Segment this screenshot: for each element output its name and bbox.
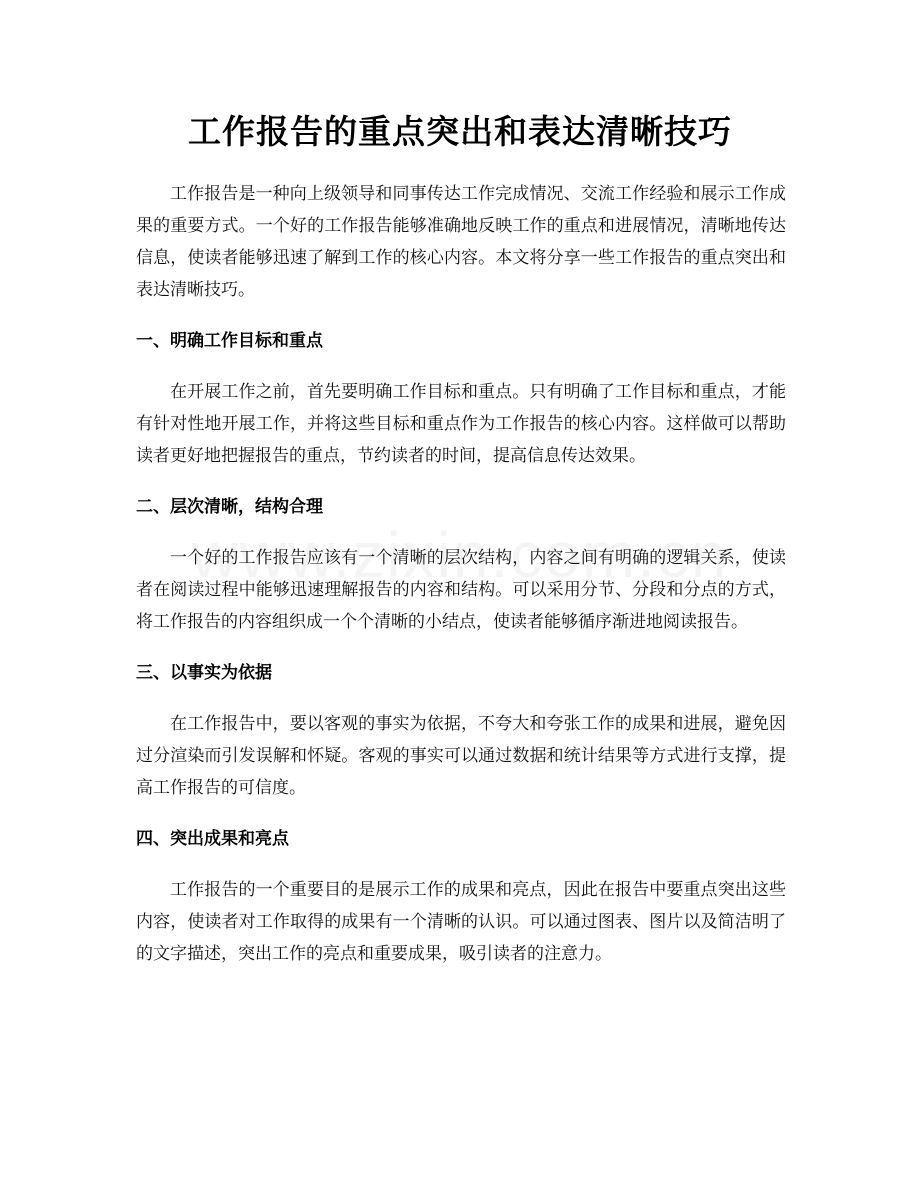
spacer (136, 306, 786, 325)
document-body (136, 178, 786, 970)
section-heading-4: 四、突出成果和亮点 (136, 829, 289, 849)
spacer (136, 638, 786, 657)
intro-paragraph: 工作报告是一种向上级领导和同事传达工作完成情况、交流工作经验和展示工作成果的重要方式。一个好的工作报告能够准确地反映工作的重点和进展情况，清晰地传达信息，使读者能够迅速了解到工作的核心内容。本文将分享一些工作报告的重点突出和表达清晰技巧。 (136, 184, 786, 300)
spacer (136, 689, 786, 708)
section-paragraph-1: 在开展工作之前，首先要明确工作目标和重点。只有明确了工作目标和重点，才能有针对性地开展工作，并将这些目标和重点作为工作报告的核心内容。这样做可以帮助读者更好地把握报告的重点，节约读者的时间，提高信息传达效果。 (136, 382, 786, 466)
section-heading-1: 一、明确工作目标和重点 (136, 331, 323, 351)
spacer (136, 523, 786, 542)
spacer (136, 855, 786, 874)
spacer (136, 357, 786, 376)
section-paragraph-3: 在工作报告中，要以客观的事实为依据，不夸大和夸张工作的成果和进展，避免因过分渲染而引发误解和怀疑。客观的事实可以通过数据和统计结果等方式进行支撑，提高工作报告的可信度。 (136, 714, 786, 798)
spacer (136, 472, 786, 491)
spacer (136, 804, 786, 823)
section-heading-3: 三、以事实为依据 (136, 663, 272, 683)
section-heading-2: 二、层次清晰，结构合理 (136, 497, 323, 517)
section-paragraph-2: 一个好的工作报告应该有一个清晰的层次结构，内容之间有明确的逻辑关系，使读者在阅读过程中能够迅速理解报告的内容和结构。可以采用分节、分段和分点的方式，将工作报告的内容组织成一个个清晰的小结点，使读者能够循序渐进地阅读报告。 (136, 548, 786, 632)
page-title: 工作报告的重点突出和表达清晰技巧 (188, 112, 732, 151)
section-paragraph-4: 工作报告的一个重要目的是展示工作的成果和亮点，因此在报告中要重点突出这些内容，使读者对工作取得的成果有一个清晰的认识。可以通过图表、图片以及简洁明了的文字描述，突出工作的亮点和重要成果，吸引读者的注意力。 (136, 880, 786, 964)
